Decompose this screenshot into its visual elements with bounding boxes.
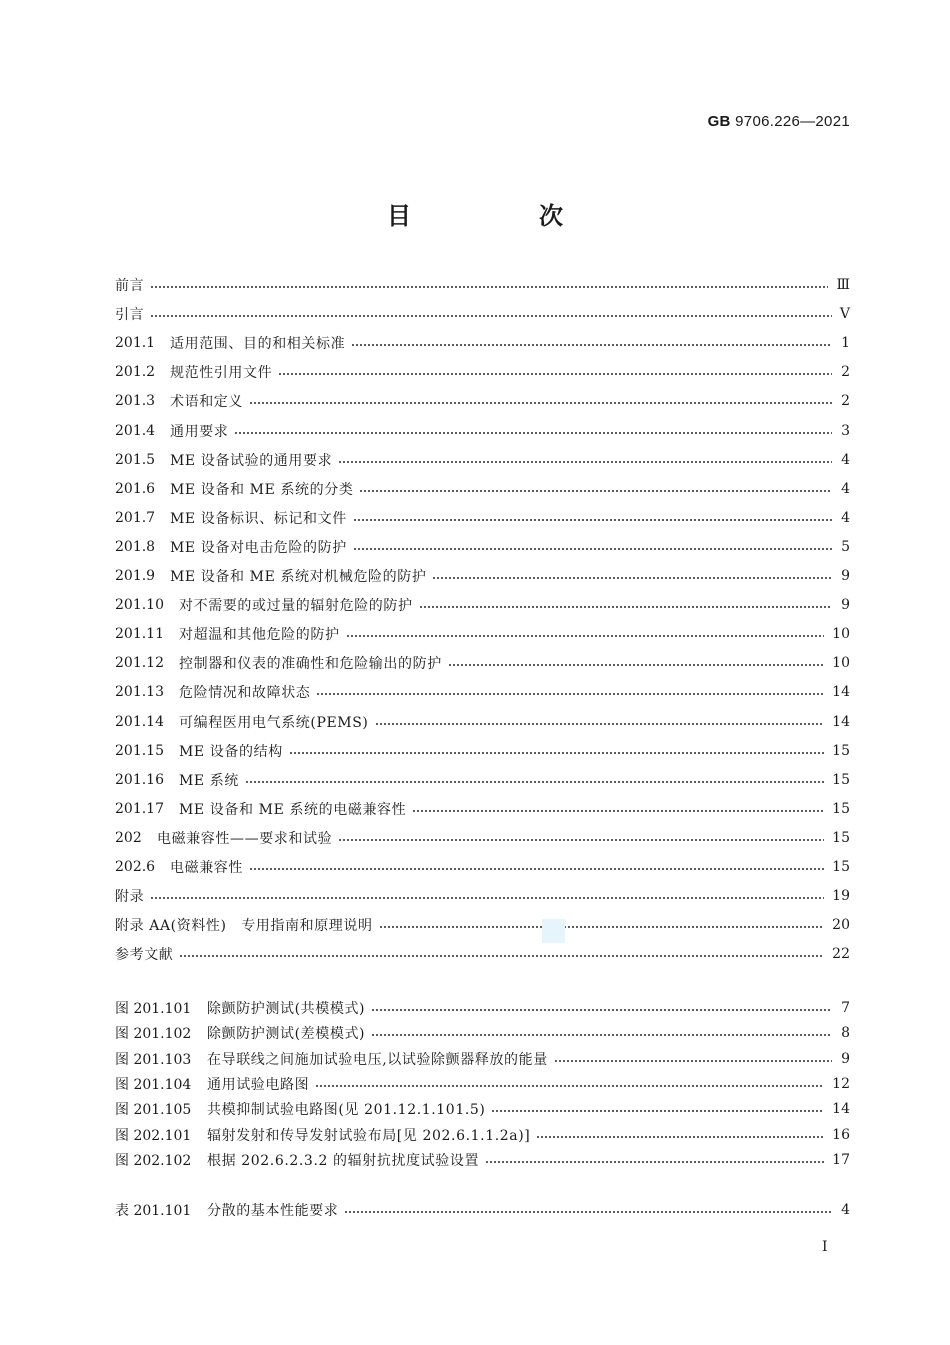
entry-number: 201.13 bbox=[115, 684, 164, 701]
dot-leader bbox=[179, 955, 824, 957]
entry-number: 201.11 bbox=[115, 626, 164, 643]
dot-leader bbox=[150, 897, 824, 899]
dot-leader bbox=[353, 548, 832, 550]
entry-number: 201.15 bbox=[115, 742, 164, 759]
toc-section-entry[interactable] bbox=[115, 536, 850, 558]
entry-page-number: 20 bbox=[832, 917, 850, 934]
entry-title: 通用试验电路图 bbox=[207, 1076, 310, 1093]
entry-page-number: 14 bbox=[832, 684, 850, 701]
entry-title: 分散的基本性能要求 bbox=[207, 1203, 339, 1219]
entry-page-number: 4 bbox=[841, 480, 850, 497]
toc-section-entry[interactable] bbox=[115, 798, 850, 820]
toc-section-entry[interactable] bbox=[115, 885, 850, 907]
entry-page-number: 17 bbox=[832, 1151, 850, 1168]
entry-title: 附录 AA(资料性) 专用指南和原理说明 bbox=[115, 918, 373, 935]
toc-section-entry[interactable] bbox=[115, 565, 850, 587]
dot-leader bbox=[150, 315, 832, 317]
entry-page-number: 9 bbox=[841, 568, 850, 584]
toc-section-entry[interactable] bbox=[115, 594, 850, 616]
entry-page-number: 10 bbox=[832, 626, 850, 643]
entry-number: 201.14 bbox=[115, 713, 164, 730]
toc-section-entry[interactable] bbox=[115, 652, 850, 674]
dot-leader bbox=[412, 810, 824, 812]
toc-section-entry[interactable] bbox=[115, 332, 850, 354]
entry-number: 201.3 bbox=[115, 393, 156, 410]
toc-section-entry[interactable] bbox=[115, 507, 850, 529]
dot-leader bbox=[234, 432, 832, 434]
toc-section-entry[interactable] bbox=[115, 303, 850, 325]
entry-title: ME 设备对电击危险的防护 bbox=[170, 539, 347, 556]
entry-number: 201.4 bbox=[115, 422, 156, 439]
entry-page-number: 2 bbox=[841, 393, 850, 410]
entry-title: 电磁兼容性 bbox=[170, 860, 243, 876]
entry-title: 术语和定义 bbox=[170, 394, 243, 411]
page-title: 目 次 bbox=[387, 202, 615, 230]
entry-title: 除颤防护测试(差模模式) bbox=[207, 1026, 366, 1043]
dot-leader bbox=[353, 519, 832, 521]
entry-title: 对不需要的或过量的辐射危险的防护 bbox=[179, 598, 413, 615]
entry-number: 201.7 bbox=[115, 509, 156, 526]
toc-figure-entry[interactable] bbox=[115, 1048, 850, 1070]
entry-page-number: 15 bbox=[832, 800, 850, 817]
entry-number: 图 201.103 bbox=[115, 1051, 192, 1068]
entry-number: 201.6 bbox=[115, 480, 156, 497]
toc-section-entry[interactable] bbox=[115, 827, 850, 849]
dot-leader bbox=[316, 693, 824, 695]
toc-figure-entry[interactable] bbox=[115, 997, 850, 1019]
dot-leader bbox=[346, 635, 825, 637]
toc-section-entry[interactable] bbox=[115, 711, 850, 733]
standard-prefix: GB bbox=[707, 113, 731, 130]
entry-title: ME 设备和 ME 系统的电磁兼容性 bbox=[179, 801, 407, 818]
toc-section-entry[interactable] bbox=[115, 420, 850, 442]
entry-title: ME 设备试验的通用要求 bbox=[170, 452, 333, 469]
entry-title: ME 设备和 ME 系统对机械危险的防护 bbox=[170, 569, 427, 585]
toc-figure-entry[interactable] bbox=[115, 1124, 850, 1146]
toc-section-entry[interactable] bbox=[115, 943, 850, 965]
toc-figure-entry[interactable] bbox=[115, 1149, 850, 1171]
standard-code bbox=[708, 113, 850, 130]
entry-page-number: 10 bbox=[832, 655, 850, 672]
entry-page-number: 15 bbox=[832, 829, 850, 846]
entry-page-number: 4 bbox=[841, 509, 850, 526]
entry-page-number: 9 bbox=[841, 1050, 850, 1067]
entry-title: 辐射发射和传导发射试验布局[见 202.6.1.1.2a)] bbox=[207, 1127, 531, 1144]
entry-number: 201.10 bbox=[115, 597, 164, 614]
dot-leader bbox=[344, 1211, 832, 1213]
entry-number: 201.12 bbox=[115, 655, 164, 672]
entry-number: 图 201.105 bbox=[115, 1102, 192, 1119]
entry-title: 规范性引用文件 bbox=[170, 365, 273, 382]
entry-number: 201.2 bbox=[115, 364, 156, 381]
entry-number: 图 201.104 bbox=[115, 1076, 192, 1093]
dot-leader bbox=[448, 664, 824, 666]
entry-page-number: 14 bbox=[832, 713, 850, 730]
entry-title: ME 设备和 ME 系统的分类 bbox=[170, 481, 354, 498]
dot-leader bbox=[419, 606, 832, 608]
entry-title: ME 设备标识、标记和文件 bbox=[170, 510, 347, 527]
entry-page-number: 16 bbox=[832, 1126, 850, 1143]
entry-page-number: 15 bbox=[832, 859, 850, 875]
entry-number: 201.16 bbox=[115, 771, 164, 788]
dot-leader bbox=[278, 373, 832, 375]
entry-title: 通用要求 bbox=[170, 423, 229, 440]
entry-title: 对超温和其他危险的防护 bbox=[179, 627, 340, 644]
toc-section-entry[interactable] bbox=[115, 681, 850, 703]
page-folio: Ⅰ bbox=[822, 1239, 828, 1255]
entry-number: 202.6 bbox=[115, 859, 156, 875]
entry-page-number: 9 bbox=[841, 597, 850, 614]
toc-section-entry[interactable] bbox=[115, 390, 850, 412]
entry-number: 图 201.101 bbox=[115, 1001, 192, 1017]
entry-page-number: 15 bbox=[832, 742, 850, 759]
toc-figure-entry[interactable] bbox=[115, 1073, 850, 1095]
entry-page-number: 19 bbox=[832, 888, 850, 905]
entry-title: ME 系统 bbox=[179, 772, 240, 789]
entry-number: 表 201.101 bbox=[115, 1203, 192, 1219]
entry-page-number: 14 bbox=[832, 1101, 850, 1118]
entry-title: 控制器和仪表的准确性和危险输出的防护 bbox=[179, 656, 442, 673]
dot-leader bbox=[371, 1034, 832, 1036]
entry-title: 附录 bbox=[115, 889, 145, 906]
entry-title: 除颤防护测试(共模模式) bbox=[207, 1001, 366, 1017]
dot-leader bbox=[351, 344, 832, 346]
entry-page-number: 5 bbox=[841, 538, 850, 555]
dot-leader bbox=[536, 1136, 824, 1138]
entry-number: 201.5 bbox=[115, 451, 156, 468]
entry-page-number: 22 bbox=[832, 946, 850, 963]
toc-section-entry[interactable] bbox=[115, 769, 850, 791]
entry-title: ME 设备的结构 bbox=[179, 743, 283, 760]
entry-title: 可编程医用电气系统(PEMS) bbox=[179, 714, 369, 731]
toc-section-entry[interactable] bbox=[115, 740, 850, 762]
dot-leader bbox=[245, 781, 824, 783]
entry-title: 引言 bbox=[115, 307, 145, 324]
entry-title: 根据 202.6.2.3.2 的辐射抗扰度试验设置 bbox=[207, 1152, 480, 1169]
entry-title: 共模抑制试验电路图(见 201.12.1.101.5) bbox=[207, 1102, 486, 1119]
entry-number: 201.9 bbox=[115, 568, 156, 584]
dot-leader bbox=[491, 1110, 824, 1112]
entry-page-number: 1 bbox=[841, 335, 850, 352]
entry-page-number: 8 bbox=[841, 1025, 850, 1042]
highlight-mark bbox=[542, 919, 565, 943]
toc-section-entry[interactable] bbox=[115, 856, 850, 878]
entry-number: 201.8 bbox=[115, 538, 156, 555]
entry-page-number: 7 bbox=[841, 1000, 850, 1016]
entry-page-number: Ⅲ bbox=[836, 277, 850, 293]
toc-section-entry[interactable] bbox=[115, 914, 850, 936]
dot-leader bbox=[554, 1060, 832, 1062]
entry-number: 201.1 bbox=[115, 335, 156, 352]
toc-figure-entry[interactable] bbox=[115, 1022, 850, 1044]
entry-number: 201.17 bbox=[115, 800, 164, 817]
entry-number: 图 202.102 bbox=[115, 1152, 192, 1169]
dot-leader bbox=[375, 723, 825, 725]
entry-title: 适用范围、目的和相关标准 bbox=[170, 336, 346, 353]
entry-title: 危险情况和故障状态 bbox=[179, 685, 311, 702]
toc-section-entry[interactable] bbox=[115, 361, 850, 383]
toc-figure-entry[interactable] bbox=[115, 1098, 850, 1120]
dot-leader bbox=[338, 839, 824, 841]
toc-section-entry[interactable] bbox=[115, 449, 850, 471]
entry-page-number: 4 bbox=[841, 1202, 850, 1218]
standard-number: 9706.226—2021 bbox=[735, 113, 850, 130]
entry-title: 前言 bbox=[115, 278, 145, 294]
entry-page-number: 2 bbox=[841, 364, 850, 381]
entry-page-number: 3 bbox=[841, 422, 850, 439]
dot-leader bbox=[249, 402, 832, 404]
dot-leader bbox=[289, 752, 824, 754]
entry-page-number: 4 bbox=[841, 451, 850, 468]
entry-number: 202 bbox=[115, 829, 142, 846]
dot-leader bbox=[150, 286, 828, 288]
toc-table-entry[interactable] bbox=[115, 1199, 850, 1221]
dot-leader bbox=[485, 1161, 824, 1163]
entry-number: 图 202.101 bbox=[115, 1127, 192, 1144]
toc-section-entry[interactable] bbox=[115, 274, 850, 296]
entry-number: 图 201.102 bbox=[115, 1026, 192, 1043]
dot-leader bbox=[359, 490, 832, 492]
dot-leader bbox=[338, 461, 832, 463]
entry-page-number: Ⅴ bbox=[839, 306, 850, 323]
dot-leader bbox=[371, 1009, 832, 1011]
dot-leader bbox=[379, 926, 825, 928]
toc-section-entry[interactable] bbox=[115, 478, 850, 500]
entry-page-number: 15 bbox=[832, 771, 850, 788]
dot-leader bbox=[249, 868, 824, 870]
entry-title: 在导联线之间施加试验电压,以试验除颤器释放的能量 bbox=[207, 1051, 548, 1068]
dot-leader bbox=[315, 1085, 824, 1087]
toc-section-entry[interactable] bbox=[115, 623, 850, 645]
entry-title: 电磁兼容性——要求和试验 bbox=[157, 830, 333, 847]
entry-title: 参考文献 bbox=[115, 947, 174, 964]
entry-page-number: 12 bbox=[832, 1075, 850, 1092]
dot-leader bbox=[432, 577, 832, 579]
